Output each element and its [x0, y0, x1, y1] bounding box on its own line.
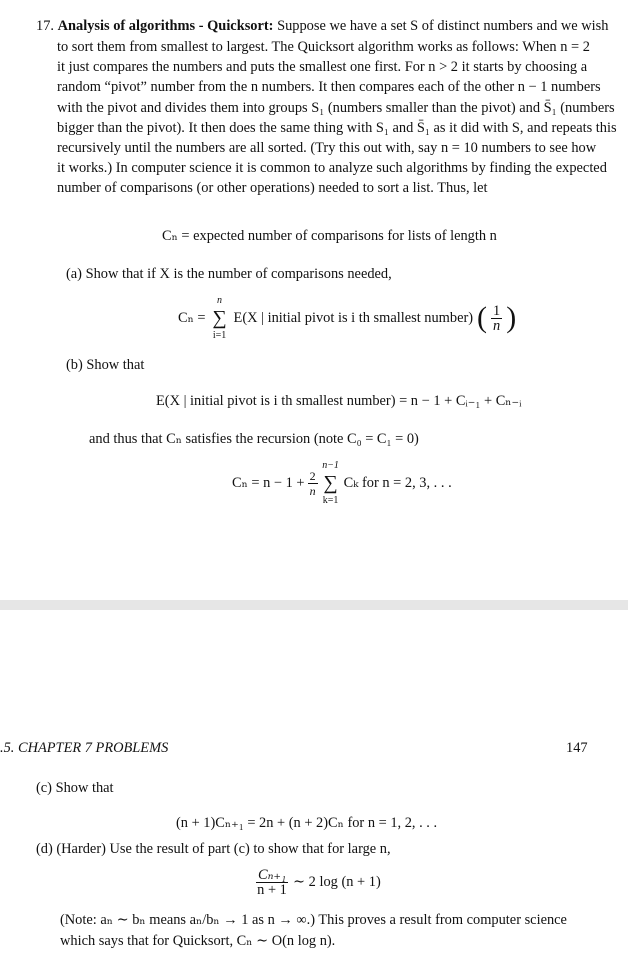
summation-sign: n ∑ i=1: [210, 308, 230, 329]
part-d-label: (d) (Harder) Use the result of part (c) to show that for large n,: [36, 841, 391, 857]
part-c-equation: (n + 1)Cₙ₊₁ = 2n + (n + 2)Cₙ for n = 1, 2, . . .: [176, 815, 438, 831]
fraction-denominator: n: [493, 317, 501, 334]
intro-line: with the pivot and divides them into groups S₁ (numbers smaller than the pivot) and S̄₁ (numbers: [57, 99, 615, 116]
part-b-recursion-equation: [232, 459, 452, 506]
problem-first-line: [36, 16, 608, 36]
intro-line: recursively until the numbers are all sorted. (Try this out with, say n = 10 numbers to see how: [57, 140, 597, 157]
part-a-label: (a) Show that if X is the number of comparisons needed,: [66, 266, 392, 282]
intro-line: it works.) In computer science it is common to analyze such algorithms by finding the expected: [57, 160, 607, 177]
part-a-fraction: [491, 304, 502, 333]
note-line-1: (Note: aₙ ∼ bₙ means aₙ/bₙ → 1 as n → ∞.) This proves a result from computer science: [60, 912, 567, 928]
intro-line: to sort them from smallest to largest. The Quicksort algorithm works as follows: When n = 2: [57, 39, 590, 55]
part-a-expectation: E(X | initial pivot is i th smallest number): [233, 309, 474, 326]
fraction-denominator: n: [309, 483, 316, 498]
page-number: 147: [566, 740, 588, 756]
intro-line: bigger than the pivot). It then does the same thing with S₁ and S̄₁ as it did with S, and repeats this: [57, 119, 617, 136]
definition-equation: Cₙ = expected number of comparisons for lists of length n: [162, 228, 497, 244]
note-line-2: which says that for Quicksort, Cₙ ∼ O(n log n).: [60, 933, 336, 949]
part-c-label: (c) Show that: [36, 780, 114, 796]
part-b-recursion-text: and thus that Cₙ satisfies the recursion (note C₀ = C₁ = 0): [89, 431, 419, 447]
sum-lower-limit: k=1: [322, 494, 339, 506]
page-lower: [0, 610, 628, 957]
summation-sign: n−1 ∑ k=1: [322, 459, 339, 506]
sum-upper-limit: n−1: [322, 459, 339, 471]
fraction-denominator: n + 1: [257, 881, 287, 898]
problem-title: Analysis of algorithms - Quicksort:: [57, 18, 274, 34]
sum-lower-limit: i=1: [212, 329, 227, 341]
sum-upper-limit: n: [217, 294, 223, 306]
recursion-rhs: Cₖ for n = 2, 3, . . .: [343, 474, 452, 491]
recursion-lhs: Cₙ = n − 1 +: [232, 474, 305, 491]
page-gap: [0, 600, 628, 610]
recursion-fraction: [308, 469, 318, 498]
problem-intro: [57, 37, 617, 199]
part-d-rhs: ∼ 2 log (n + 1): [293, 873, 381, 890]
chapter-header: .5. CHAPTER 7 PROBLEMS: [0, 740, 169, 756]
fraction-numerator: 2: [309, 468, 316, 483]
intro-line: number of comparisons (or other operations) needed to sort a list. Thus, let: [57, 180, 488, 197]
part-d-fraction: [256, 868, 288, 897]
intro-line-0: Suppose we have a set S of distinct numbers and we wish: [277, 18, 609, 34]
part-a-lhs: Cₙ =: [178, 309, 206, 326]
intro-line: it just compares the numbers and puts the smallest one first. For n > 2 it starts by choosing a: [57, 59, 588, 76]
intro-line: random “pivot” number from the n numbers. It then compares each of the other n − 1 numbers: [57, 79, 601, 96]
part-b-label: (b) Show that: [66, 357, 145, 373]
problem-number: 17.: [36, 18, 54, 34]
part-a-equation: Cₙ = n ∑ i=1 E(X | initial pivot is i th smallest number) ( $\frac{1}{n}$ ): [178, 294, 517, 341]
part-d-equation: [256, 864, 381, 900]
part-b-equation-1: E(X | initial pivot is i th smallest number) = n − 1 + Cᵢ₋₁ + Cₙ₋ᵢ: [156, 393, 522, 409]
fraction-numerator: 1: [493, 302, 501, 319]
fraction-numerator: Cₙ₊₁: [258, 866, 287, 883]
